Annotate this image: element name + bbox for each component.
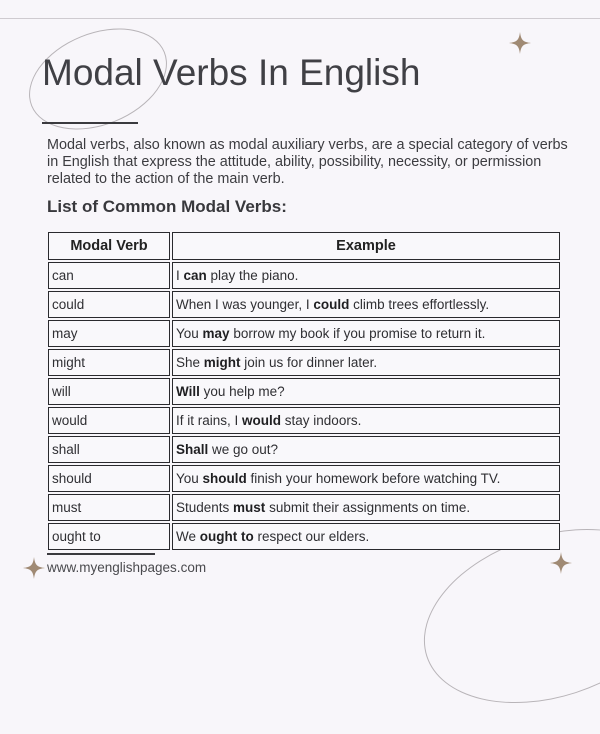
example-modal-highlight: may (202, 326, 230, 341)
example-text: When I was younger, I (176, 297, 314, 312)
table-row (48, 436, 560, 463)
example-text: join us for dinner later. (240, 355, 378, 370)
modal-verb-cell: should (48, 465, 170, 492)
example-text: borrow my book if you promise to return it. (229, 326, 486, 341)
example-text: finish your homework before watching TV. (246, 471, 501, 486)
table-row (48, 262, 560, 289)
modal-verb-cell: will (48, 378, 170, 405)
example-text: submit their assignments on time. (265, 500, 471, 515)
modal-verbs-table (46, 230, 562, 552)
footer-url: www.myenglishpages.com (47, 560, 207, 575)
example-text: climb trees effortlessly. (349, 297, 490, 312)
example-text: You (176, 326, 203, 341)
footer-divider (47, 553, 155, 555)
table-header-row (48, 232, 560, 260)
example-cell (172, 262, 560, 289)
sparkle-icon (23, 557, 45, 579)
example-text: I (176, 268, 184, 283)
example-text: you help me? (199, 384, 285, 399)
example-text: we go out? (208, 442, 279, 457)
example-text: stay indoors. (281, 413, 362, 428)
top-divider (0, 18, 600, 19)
modal-verb-cell: must (48, 494, 170, 521)
example-cell (172, 349, 560, 376)
example-cell (172, 436, 560, 463)
table-row (48, 494, 560, 521)
column-header-modal-verb: Modal Verb (48, 232, 170, 260)
column-header-example: Example (172, 232, 560, 260)
example-modal-highlight: could (313, 297, 350, 312)
modal-verb-cell: would (48, 407, 170, 434)
example-cell (172, 494, 560, 521)
modal-verb-cell: may (48, 320, 170, 347)
table-row (48, 349, 560, 376)
section-heading: List of Common Modal Verbs: (47, 197, 287, 216)
example-text: respect our elders. (253, 529, 370, 544)
example-cell (172, 407, 560, 434)
modal-verb-cell: might (48, 349, 170, 376)
example-modal-highlight: should (202, 471, 247, 486)
modal-verb-cell: could (48, 291, 170, 318)
sparkle-icon (509, 32, 531, 54)
example-text: You (176, 471, 203, 486)
page-title: Modal Verbs In English (42, 52, 421, 93)
modal-verb-cell: ought to (48, 523, 170, 550)
table-row (48, 523, 560, 550)
table-row (48, 378, 560, 405)
example-modal-highlight: would (242, 413, 282, 428)
example-text: If it rains, I (176, 413, 243, 428)
example-modal-highlight: must (233, 500, 266, 515)
modal-verb-cell: shall (48, 436, 170, 463)
example-cell (172, 523, 560, 550)
title-underline (42, 122, 138, 124)
example-cell (172, 291, 560, 318)
example-cell (172, 320, 560, 347)
sparkle-icon (550, 552, 572, 574)
example-text: She (176, 355, 204, 370)
example-modal-highlight: might (203, 355, 241, 370)
modal-verb-cell: can (48, 262, 170, 289)
example-modal-highlight: ought to (199, 529, 254, 544)
table-row (48, 407, 560, 434)
example-modal-highlight: Will (176, 384, 200, 399)
example-cell (172, 378, 560, 405)
example-cell (172, 465, 560, 492)
table-row (48, 291, 560, 318)
example-modal-highlight: Shall (176, 442, 209, 457)
table-row (48, 465, 560, 492)
intro-paragraph: Modal verbs, also known as modal auxiliary verbs, are a special category of verbs in English that express the attitude, ability, possibility, necessity, or permission related to the action of the main verb. (47, 137, 568, 187)
example-text: Students (176, 500, 234, 515)
example-modal-highlight: can (183, 268, 207, 283)
example-text: play the piano. (206, 268, 299, 283)
example-text: We (176, 529, 200, 544)
table-row (48, 320, 560, 347)
